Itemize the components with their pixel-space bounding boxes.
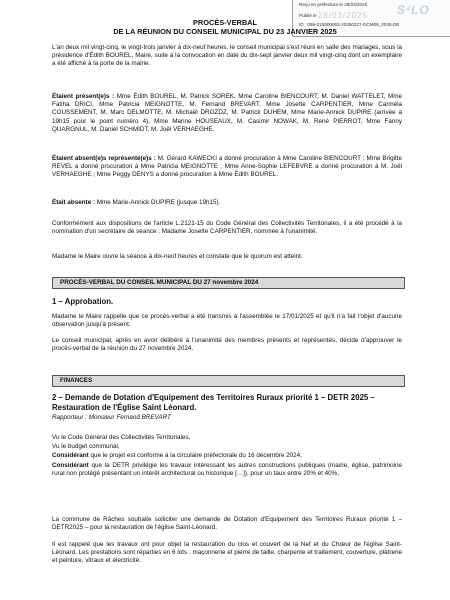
absent-list: Mme Marie-Annick DUPIRE (jusque 19h15). (96, 199, 221, 206)
item2-heading: 2 – Demande de Dotation d'Equipement des Territoires Ruraux priorité 1 – DETR 2025 – Restauration de l'Église Saint Léonard. (52, 393, 375, 412)
absent-paragraph (52, 199, 402, 207)
item2-considerant-1 (52, 452, 402, 460)
intro-paragraph: L'an deux mil vingt-cinq, le vingt-trois janvier à dix-neuf heures, le conseil municipal s'est réuni en salle des mariages, sous la présidence d'Édith BOUREL, Maire, suite à la convocation en date du dix-sept janvier deux mil vingt-cinq dont un exemplaire a été affiché à la porte de la mairie. (52, 44, 402, 68)
considerant-label: Considérant (52, 462, 89, 469)
secretary-paragraph: Conformément aux dispositions de l'article L.2121-15 du Code Général des Collectivités Territoriales, il a été procédé à la nomination d'un secrétaire de séance : Madame Josette CARPENTIER, nommée à l'unanimité. (52, 220, 402, 236)
item1-heading: 1 – Approbation. (52, 297, 114, 306)
considerant-text: que le projet est conforme à la circulaire préfectorale du 16 décembre 2024, (88, 452, 302, 459)
quorum-paragraph: Madame le Maire ouvre la séance à dix-neuf heures et constate que le quorum est atteint. (52, 253, 303, 260)
present-label: Étaient présent(e)s : (52, 93, 115, 100)
s2lo-logo: S²LO (397, 3, 430, 17)
represented-list: M. Gérard KAWECKI a donné procuration à Mme Caroline BIENCOURT ; Mme Brigitte REVEL a donné procuration à Mme Patricia MEIGNOTTE ; Mme Anne-Sophie LEFEBVRE a donné procuration à M. Joël VERHAEGHE ; Mme Peggy DENYS a donné procuration à Mme Édith BOUREL. (52, 155, 402, 179)
document-title: PROCÈS-VERBAL (192, 18, 258, 27)
section-header-pv: PROCÈS-VERBAL DU CONSEIL MUNICIPAL DU 27 novembre 2024 (52, 277, 405, 289)
represented-paragraph (52, 155, 402, 180)
considerant-label: Considérant (52, 452, 89, 459)
item1-paragraph-2: Le conseil municipal, après en avoir délibéré à l'unanimité des membres présents et représentés, décide d'approuver le procès-verbal de la réunion du 27 novembre 2024. (52, 337, 402, 353)
stamp-id-line: ID : 059-215900863-20250327-DCM08_2025-DE (299, 22, 400, 27)
stamp-published-label: Publié le (299, 13, 317, 18)
stamp-received-line: Reçu en préfecture le 28/03/2025 (299, 2, 368, 7)
absent-label: Était absente : (52, 199, 96, 206)
document-subtitle: DE LA RÉUNION DU CONSEIL MUNICIPAL DU 23 JANVIER 2025 (113, 27, 337, 36)
item2-rapporteur: Rapporteur : Monsieur Fernand BREVART (52, 414, 171, 421)
item2-vu-budget: Vu le budget communal, (52, 443, 120, 450)
section-header-finances: FINANCES (52, 375, 405, 387)
considerant-text: que la DETR privilégie les travaux intéressant les autres constructions publiques (mairie, église, patrimoine rural non protégé présentant un intérêt architectural ou historique […]), pour un taux entre 20% et 40%, (52, 462, 402, 478)
stamp-published-date: 28/03/2025 (317, 11, 368, 20)
present-list: Mme Édith BOUREL, M. Patrick SOREK, Mme Caroline BIENCOURT, M. Daniel WATTELET, Mme Fatiha DRICI, Mme Patricia MEIGNOTTE, M. Fernand BREVART, Mme Josette CARPENTIER, Mme Carméla COUSSEMENT, M. Marc DELMOTTE, M. Michaël DROZDZ, M. Patrick DUHEM, Mme Marie-Annick DUPIRE (arrivée à 19h15 pour le point numéro 4), Mme Marine HOUSEAUX, M. Casimir NOWAK, M. René PIERROT, Mme Fanny QUARGNUL, M. Daniel SCHMIDT, M. Joël VERHAEGHE. (52, 93, 403, 133)
present-paragraph (52, 93, 402, 134)
item2-commune-paragraph: La commune de Râches souhaite solliciter une demande de Dotation d'Equipement des Territoires Ruraux priorité 1 – DETR2025 – pour la restauration de l'église Saint-Léonard. (52, 516, 402, 532)
represented-label: Étaient absent(e)s représenté(e)s : (52, 155, 156, 162)
item2-vu-cgct: Vu le Code Général des Collectivités Territoriales, (52, 434, 191, 441)
item1-paragraph-1: Madame le Maire rappelle que ce procès-verbal a été transmis à l'assemblée le 17/01/2025 et qu'il n'a fait l'objet d'aucune observation jusqu'à présent. (52, 313, 402, 329)
item2-travaux-paragraph: Il est rappelé que les travaux ont pour objet la restauration du clos et couvert de la Nef et du Chœur de l'église Saint-Léonard. Les prestations sont réparties en 6 lots : maçonnerie et pierre de taille, charpente et traitement, couverture, plâtrerie et peinture, vitraux et électricité. (52, 541, 402, 565)
item2-considerant-2 (52, 462, 402, 478)
